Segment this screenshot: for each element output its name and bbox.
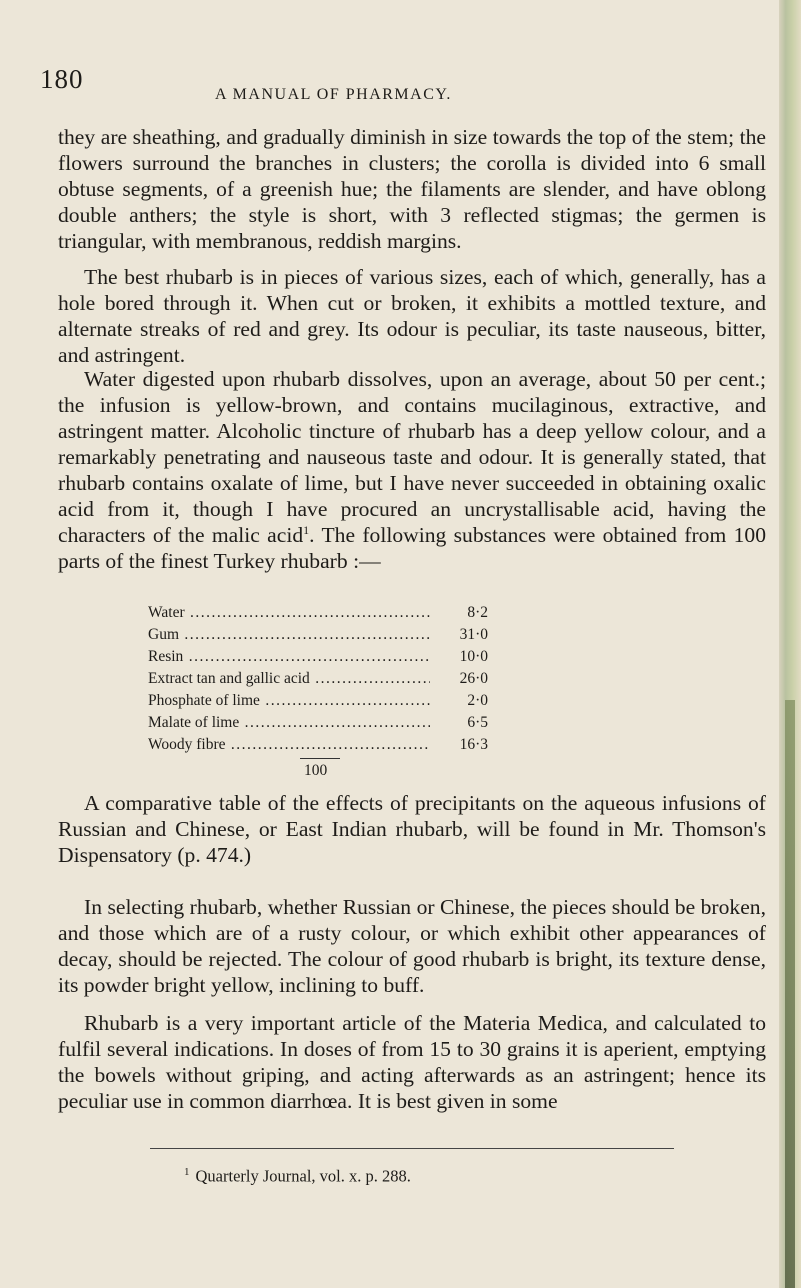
paragraph-3 <box>58 366 766 574</box>
footnote-mark: 1 <box>184 1166 190 1178</box>
row-value: 10·0 <box>459 648 488 665</box>
table-row <box>148 668 488 690</box>
table-total: 100 <box>304 762 328 779</box>
footnote-text: Quarterly Journal, vol. x. p. 288. <box>195 1166 411 1186</box>
composition-table <box>148 602 488 756</box>
paragraph-3-text: Water digested upon rhubarb dissolves, upon an average, about 50 per cent.; the infusion is yellow-brown, and contains mucilaginous, extractive, and astringent matter. Alcoholic tincture of rhubarb has a deep yellow colour, and a remarkably penetrating and nauseous taste and odour. It is generally stated, that rhubarb contains oxalate of lime, but I have never succeeded in obtaining oxalic acid from it, though I have procured an uncrystallisable acid, having the characters of the malic acid <box>58 367 766 547</box>
running-head: A MANUAL OF PHARMACY. <box>215 86 452 103</box>
row-label: Woody fibre ..... <box>148 734 430 756</box>
table-row <box>148 712 488 734</box>
row-label: Water ..... <box>148 602 430 624</box>
table-row <box>148 624 488 646</box>
footnote-rule <box>150 1148 674 1149</box>
paragraph-3-text-end: . The following substances were obtained from 100 parts of the finest Turkey rhubarb :— <box>58 523 766 573</box>
row-value: 31·0 <box>459 626 488 643</box>
row-value: 26·0 <box>459 670 488 687</box>
page-number: 180 <box>40 64 84 94</box>
binding-shadow <box>785 700 795 1288</box>
footnote-reference: 1 <box>303 522 310 537</box>
paragraph-1: they are sheathing, and gradually diminish in size towards the top of the stem; the flowers surround the branches in clusters; the corolla is divided into 6 small obtuse segments, of a greenish hue; the filaments are slender, and have oblong double anthers; the style is short, with 3 reflected stigmas; the germen is triangular, with membranous, reddish margins. <box>58 125 766 253</box>
table-row <box>148 602 488 624</box>
table-row <box>148 646 488 668</box>
table-row <box>148 734 488 756</box>
row-label: Extract tan and gallic acid ..... <box>148 668 430 690</box>
row-label: Resin ..... <box>148 646 430 668</box>
row-label: Phosphate of lime ..... <box>148 690 430 712</box>
row-value: 6·5 <box>467 714 488 731</box>
row-value: 8·2 <box>467 604 488 621</box>
table-row <box>148 690 488 712</box>
paragraph-2: The best rhubarb is in pieces of various sizes, each of which, generally, has a hole bored through it. When cut or broken, it exhibits a mottled texture, and alternate streaks of red and grey. Its odour is peculiar, its taste nauseous, bitter, and astringent. <box>58 265 766 367</box>
total-rule <box>300 758 340 759</box>
row-label: Gum ..... <box>148 624 430 646</box>
row-value: 16·3 <box>459 736 488 753</box>
row-label: Malate of lime ..... <box>148 712 430 734</box>
paragraph-4: A comparative table of the effects of precipitants on the aqueous infusions of Russian and Chinese, or East Indian rhubarb, will be found in Mr. Thomson's Dispensatory (p. 474.) <box>58 791 766 867</box>
paragraph-5: In selecting rhubarb, whether Russian or Chinese, the pieces should be broken, and those which are of a rusty colour, or which exhibit other appearances of decay, should be rejected. The colour of good rhubarb is bright, its texture dense, its powder bright yellow, inclining to buff. <box>58 895 766 997</box>
row-value: 2·0 <box>467 692 488 709</box>
paragraph-6: Rhubarb is a very important article of the Materia Medica, and calculated to fulfil several indications. In doses of from 15 to 30 grains it is aperient, emptying the bowels without griping, and acting afterwards as an astringent; hence its peculiar use in common diarrhœa. It is best given in some <box>58 1011 766 1113</box>
footnote <box>184 1166 411 1187</box>
